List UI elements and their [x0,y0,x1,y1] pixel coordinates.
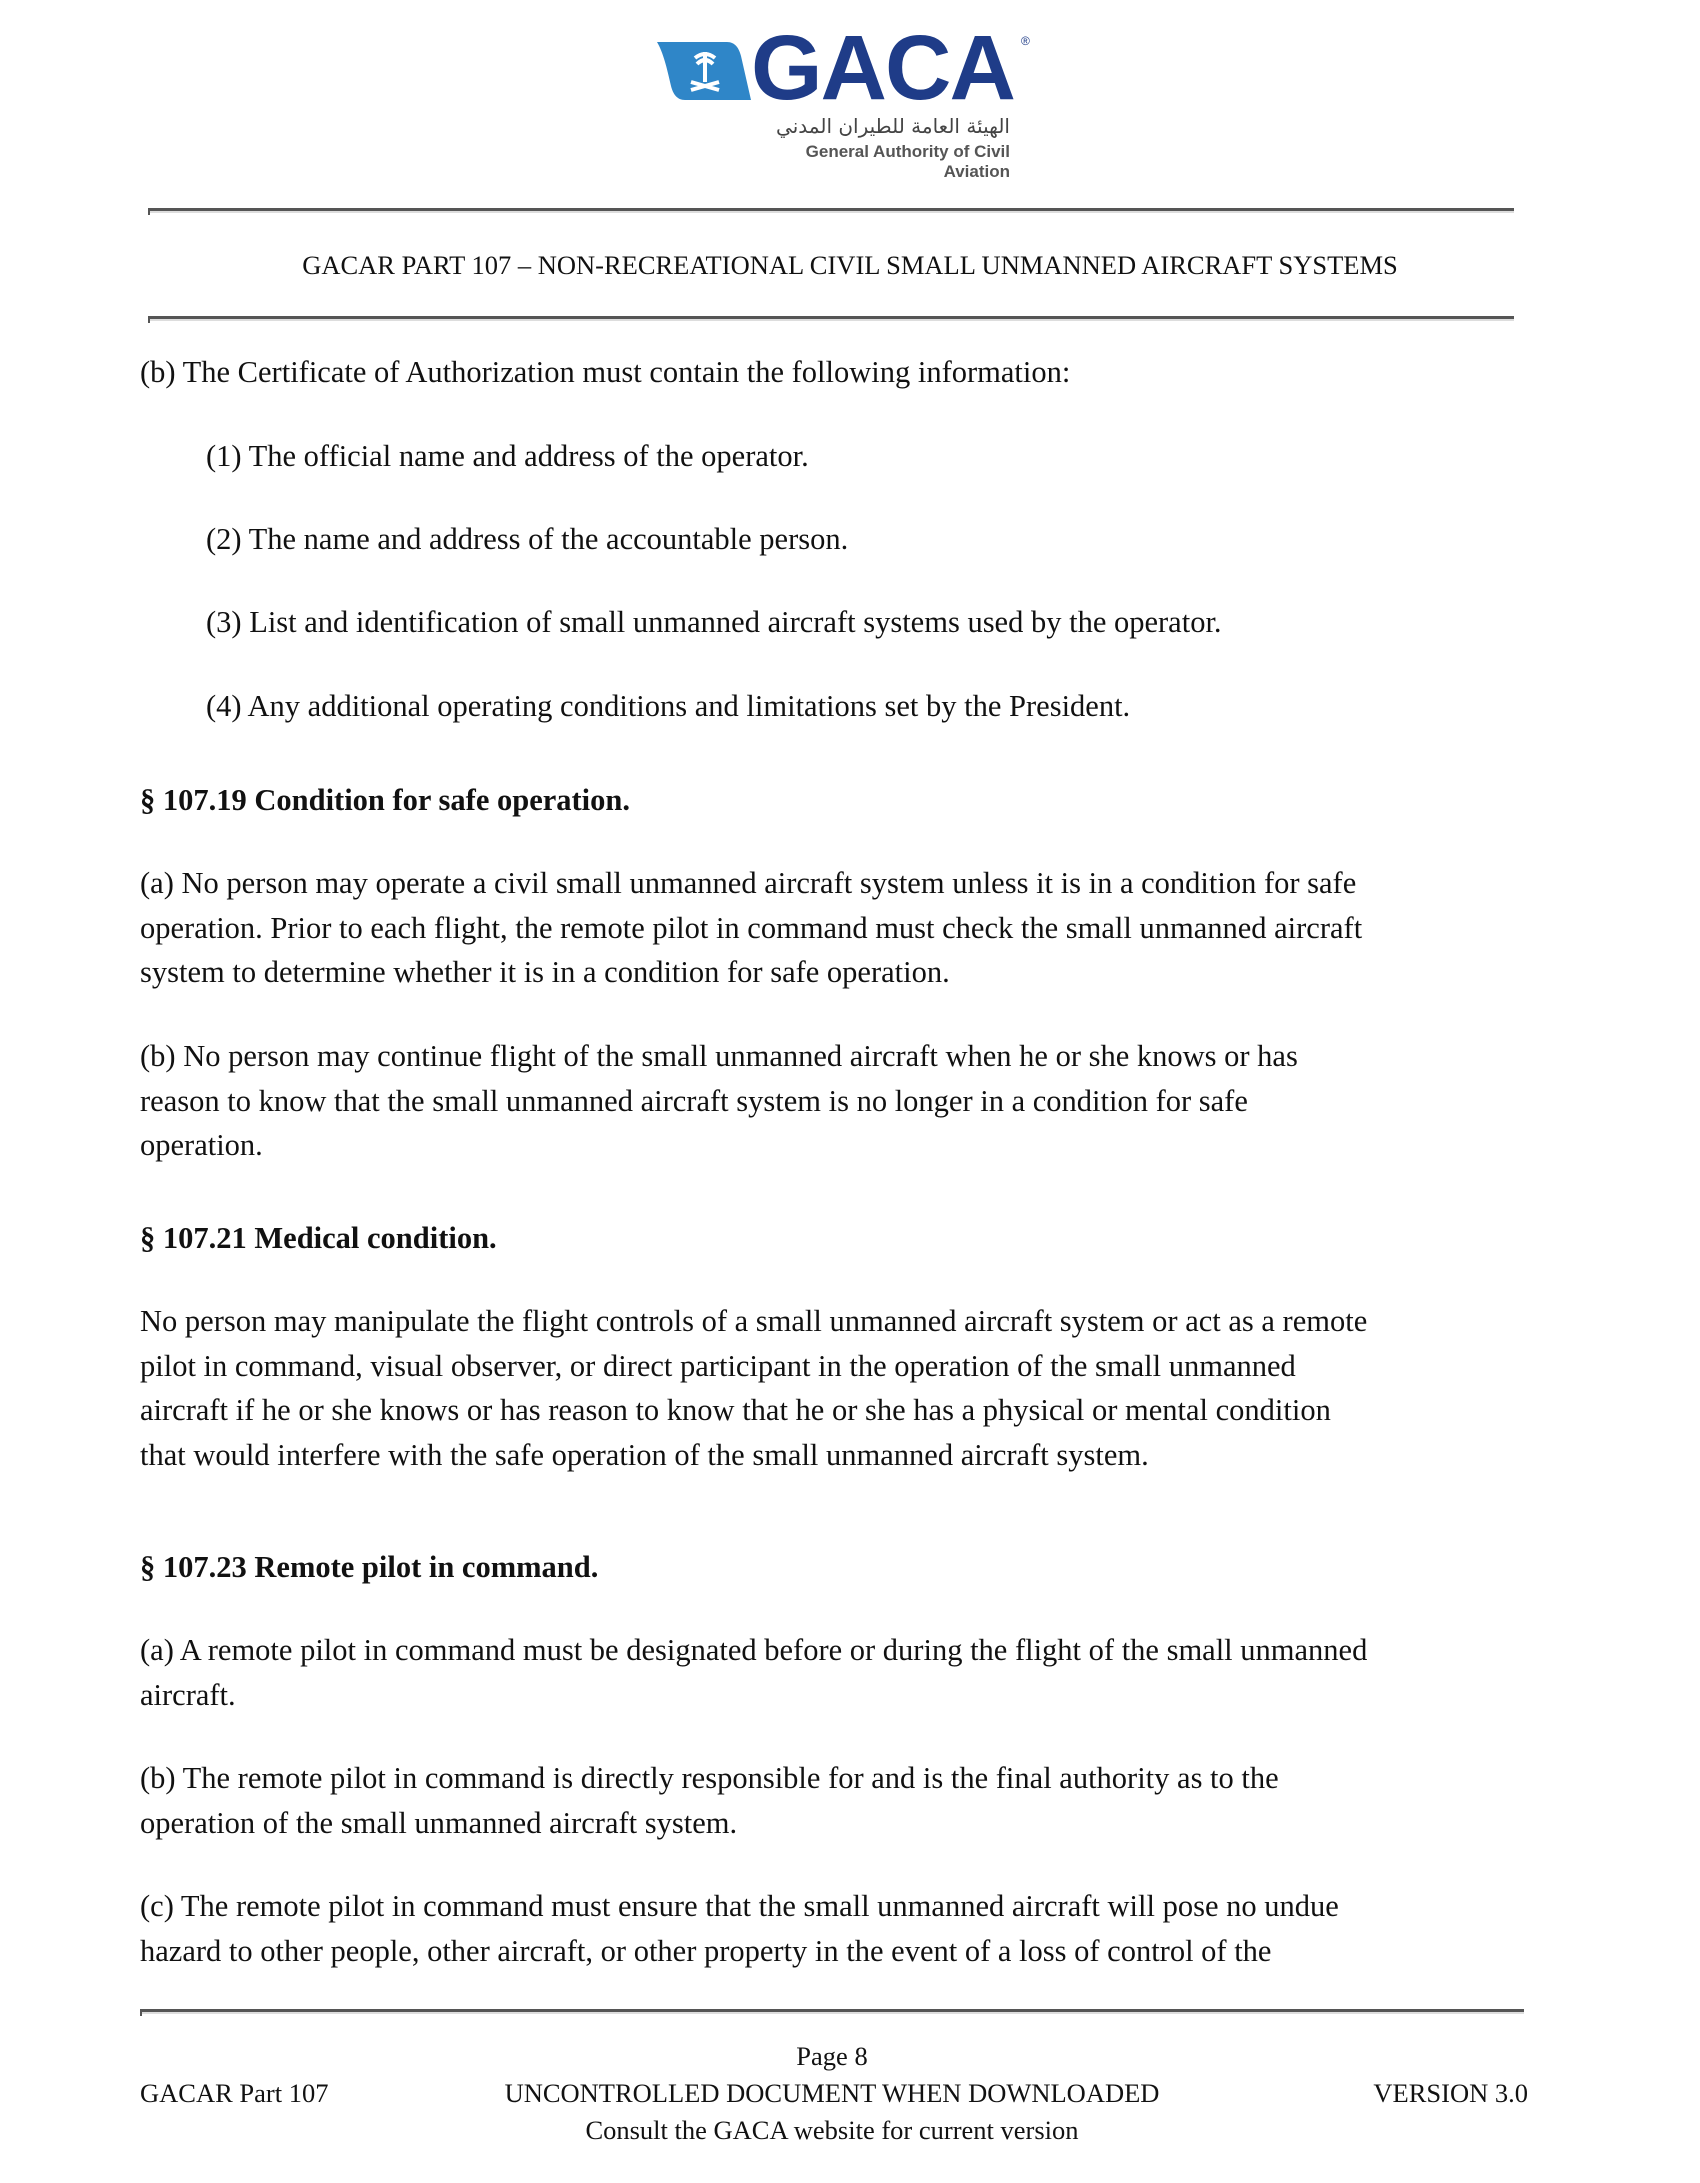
logo-wordmark: GACA [751,17,1014,119]
document-header-title: GACAR PART 107 – NON-RECREATIONAL CIVIL SMALL UNMANNED AIRCRAFT SYSTEMS [302,250,1398,280]
list-item: (2) The name and address of the accountable person. [206,522,849,556]
footer-uncontrolled-notice: UNCONTROLLED DOCUMENT WHEN DOWNLOADED [504,2078,1160,2108]
logo-english-name: General Authority of Civil Aviation [805,142,1010,181]
page-number: Page 8 [796,2041,868,2071]
footer-consult-note: Consult the GACA website for current version [585,2115,1079,2145]
section-heading-107-21: § 107.21 Medical condition. [140,1221,497,1255]
list-item: (1) The official name and address of the operator. [206,439,809,473]
logo-arabic-name: الهيئة العامة للطيران المدني [776,114,1010,138]
section-heading-107-23: § 107.23 Remote pilot in command. [140,1550,599,1584]
list-item: (4) Any additional operating conditions and limitations set by the President. [206,689,1131,723]
header-rule-bottom [148,316,1514,321]
footer-document-name: GACAR Part 107 [140,2078,329,2108]
section-heading-107-19: § 107.19 Condition for safe operation. [140,783,630,817]
list-item: (3) List and identification of small unmanned aircraft systems used by the operator. [206,605,1222,639]
gaca-logo [655,17,1035,181]
paragraph-107-23-b: (b) The remote pilot in command is directly responsible for and is the final authority as to the operation of the small unmanned aircraft system. [140,1761,1279,1840]
footer-version: VERSION 3.0 [1373,2078,1528,2108]
paragraph-107-23-c: (c) The remote pilot in command must ensure that the small unmanned aircraft will pose no undue hazard to other people, other aircraft, or other property in the event of a loss of control of the [140,1889,1339,1968]
header-rule-top [148,208,1514,213]
registered-mark: ® [1021,34,1030,48]
paragraph-107-23-a: (a) A remote pilot in command must be designated before or during the flight of the small unmanned aircraft. [140,1633,1368,1712]
footer-rule [140,2009,1524,2014]
paragraph-107-19-a: (a) No person may operate a civil small unmanned aircraft system unless it is in a condition for safe operation. Prior to each flight, the remote pilot in command must check the small unmanned aircraft system to determine whether it is in a condition for safe operation. [140,866,1363,989]
gaca-emblem-icon [655,38,755,104]
paragraph-107-19-b: (b) No person may continue flight of the small unmanned aircraft when he or she knows or has reason to know that the small unmanned aircraft system is no longer in a condition for safe operation. [140,1039,1298,1162]
paragraph-107-21: No person may manipulate the flight controls of a small unmanned aircraft system or act as a remote pilot in command, visual observer, or direct participant in the operation of the small unmanned aircraft if he or she knows or has reason to know that he or she has a physical or mental condition that would interfere with the safe operation of the small unmanned aircraft system. [140,1304,1368,1472]
paragraph-b-intro: (b) The Certificate of Authorization must contain the following information: [140,355,1071,389]
